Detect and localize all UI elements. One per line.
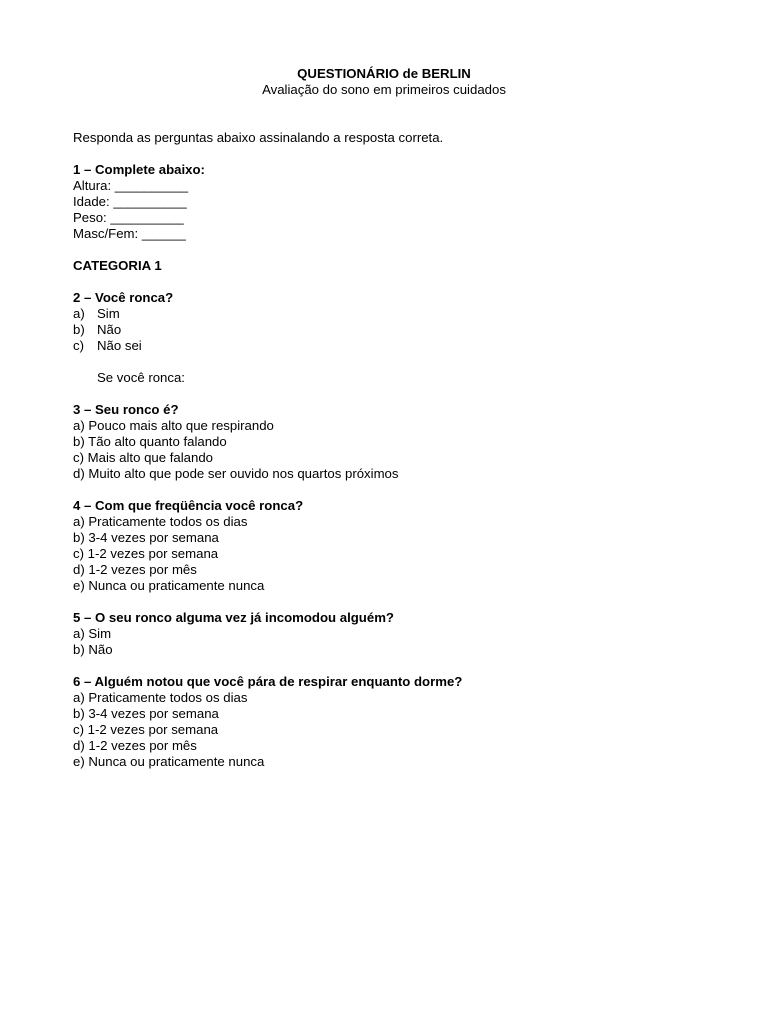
field-age: Idade: __________ [73, 194, 187, 209]
document-title: QUESTIONÁRIO de BERLIN [297, 66, 471, 81]
option-text: Não sei [97, 338, 142, 353]
option-item: c) 1-2 vezes por semana [73, 546, 219, 561]
option-item: a) Praticamente todos os dias [73, 514, 248, 529]
option-item: e) Nunca ou praticamente nunca [73, 754, 265, 769]
option-item: d) 1-2 vezes por mês [73, 738, 197, 753]
document-header [73, 66, 695, 98]
conditional-note: Se você ronca: [97, 370, 185, 385]
instructions: Responda as perguntas abaixo assinalando a resposta correta. [73, 130, 444, 145]
option-item: d) 1-2 vezes por mês [73, 562, 197, 577]
field-weight: Peso: __________ [73, 210, 184, 225]
option-item: b) 3-4 vezes por semana [73, 530, 219, 545]
question-1 [73, 162, 768, 242]
question-6-title: 6 – Alguém notou que você pára de respirar enquanto dorme? [73, 674, 463, 689]
option-item: e) Nunca ou praticamente nunca [73, 578, 265, 593]
question-2 [73, 290, 768, 386]
question-5-title: 5 – O seu ronco alguma vez já incomodou alguém? [73, 610, 394, 625]
option-item: c) 1-2 vezes por semana [73, 722, 219, 737]
option-item: d) Muito alto que pode ser ouvido nos quartos próximos [73, 466, 399, 481]
option-letter: c) [73, 338, 84, 353]
question-6 [73, 674, 768, 770]
option-letter: a) [73, 306, 85, 321]
option-item: b) Tão alto quanto falando [73, 434, 227, 449]
question-2-title: 2 – Você ronca? [73, 290, 174, 305]
option-item [73, 338, 768, 354]
option-item: c) Mais alto que falando [73, 450, 214, 465]
question-4 [73, 498, 768, 594]
option-item: a) Praticamente todos os dias [73, 690, 248, 705]
option-item [73, 322, 768, 338]
question-4-title: 4 – Com que freqüência você ronca? [73, 498, 304, 513]
option-item [73, 306, 768, 322]
option-item: a) Sim [73, 626, 112, 641]
option-item: b) Não [73, 642, 113, 657]
option-item: a) Pouco mais alto que respirando [73, 418, 274, 433]
option-item: b) 3-4 vezes por semana [73, 706, 219, 721]
question-5 [73, 610, 768, 658]
option-text: Sim [97, 306, 120, 321]
option-letter: b) [73, 322, 85, 337]
field-sex: Masc/Fem: ______ [73, 226, 186, 241]
document-subtitle: Avaliação do sono em primeiros cuidados [262, 82, 506, 97]
question-3-title: 3 – Seu ronco é? [73, 402, 179, 417]
question-1-title: 1 – Complete abaixo: [73, 162, 205, 177]
field-height: Altura: __________ [73, 178, 189, 193]
option-text: Não [97, 322, 122, 337]
category-heading: CATEGORIA 1 [73, 258, 162, 273]
question-3 [73, 402, 768, 482]
